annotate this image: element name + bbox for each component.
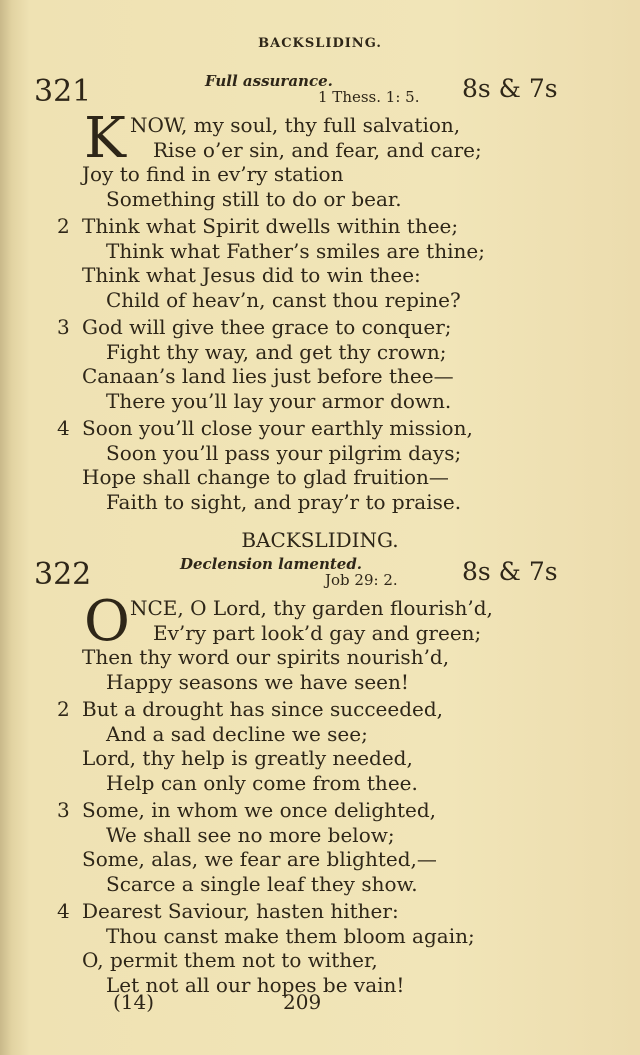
verse-line: Thou canst make them bloom again; bbox=[106, 923, 475, 948]
verse-line: Think what Spirit dwells within thee; bbox=[82, 214, 459, 238]
verse-line: Fight thy way, and get thy crown; bbox=[106, 339, 447, 364]
verse-line: Think what Father’s smiles are thine; bbox=[106, 238, 485, 263]
verse-line: And a sad decline we see; bbox=[106, 721, 368, 746]
verse-line: Then thy word our spirits nourish’d, bbox=[82, 645, 450, 669]
hymn-322 bbox=[0, 553, 640, 1000]
verse bbox=[0, 899, 640, 997]
hymn-title: Full assurance. bbox=[205, 72, 333, 90]
verse bbox=[0, 214, 640, 312]
verse bbox=[0, 416, 640, 514]
verse bbox=[0, 106, 640, 211]
verse-line: Child of heav’n, canst thou repine? bbox=[106, 287, 461, 312]
verse-line: Some, in whom we once delighted, bbox=[82, 798, 437, 822]
verse-line: NCE, O Lord, thy garden flourish’d, bbox=[130, 596, 493, 620]
verse-line: Some, alas, we fear are blighted,— bbox=[82, 847, 437, 871]
verse-line: Happy seasons we have seen! bbox=[106, 669, 409, 694]
verse-line: Think what Jesus did to win thee: bbox=[82, 263, 421, 287]
verse-line: God will give thee grace to conquer; bbox=[82, 315, 452, 339]
verse-line: NOW, my soul, thy full salvation, bbox=[130, 113, 461, 137]
verse-line: But a drought has since succeeded, bbox=[82, 697, 443, 721]
verse-line: There you’ll lay your armor down. bbox=[106, 388, 452, 413]
verse-number: 4 bbox=[57, 899, 70, 923]
verse-number: 4 bbox=[57, 416, 70, 440]
verse-line: Let not all our hopes be vain! bbox=[106, 972, 405, 997]
verse-number: 3 bbox=[57, 315, 70, 339]
hymn-number: 321 bbox=[34, 74, 92, 109]
scripture-reference: 1 Thess. 1: 5. bbox=[318, 88, 420, 106]
hymn-title: Declension lamented. bbox=[180, 555, 363, 573]
section-heading: BACKSLIDING. bbox=[241, 528, 399, 552]
drop-cap: K bbox=[84, 106, 126, 171]
scripture-reference: Job 29: 2. bbox=[325, 571, 398, 589]
verse bbox=[0, 697, 640, 795]
verse-line: Soon you’ll close your earthly mission, bbox=[82, 416, 473, 440]
verse-line: Hope shall change to glad fruition— bbox=[82, 465, 449, 489]
signature-mark: (14) bbox=[113, 990, 155, 1014]
verse-line: Canaan’s land lies just before thee— bbox=[82, 364, 454, 388]
verse-number: 2 bbox=[57, 214, 70, 238]
verse-line: Lord, thy help is greatly needed, bbox=[82, 746, 413, 770]
hymn-meter: 8s & 7s bbox=[462, 74, 558, 103]
verse bbox=[0, 315, 640, 413]
hymn-number: 322 bbox=[34, 557, 92, 592]
running-head: BACKSLIDING. bbox=[258, 36, 382, 51]
verse bbox=[0, 798, 640, 896]
verse-line: Rise o’er sin, and fear, and care; bbox=[153, 137, 482, 162]
verse-line: Dearest Saviour, hasten hither: bbox=[82, 899, 399, 923]
verse-line: Scarce a single leaf they show. bbox=[106, 871, 418, 896]
verse-line: Joy to find in ev’ry station bbox=[82, 162, 344, 186]
drop-cap: O bbox=[84, 589, 130, 654]
verse-number: 3 bbox=[57, 798, 70, 822]
verse-line: We shall see no more below; bbox=[106, 822, 395, 847]
verse-line: Faith to sight, and pray’r to praise. bbox=[106, 489, 462, 514]
verse-number: 2 bbox=[57, 697, 70, 721]
verse-line: Ev’ry part look’d gay and green; bbox=[153, 620, 482, 645]
verse bbox=[0, 589, 640, 694]
hymn-321 bbox=[0, 70, 640, 517]
page-number: 209 bbox=[283, 990, 322, 1014]
verse-line: O, permit them not to wither, bbox=[82, 948, 378, 972]
verse-line: Help can only come from thee. bbox=[106, 770, 418, 795]
verse-line: Something still to do or bear. bbox=[106, 186, 402, 211]
verse-line: Soon you’ll pass your pilgrim days; bbox=[106, 440, 462, 465]
hymn-meter: 8s & 7s bbox=[462, 557, 558, 586]
